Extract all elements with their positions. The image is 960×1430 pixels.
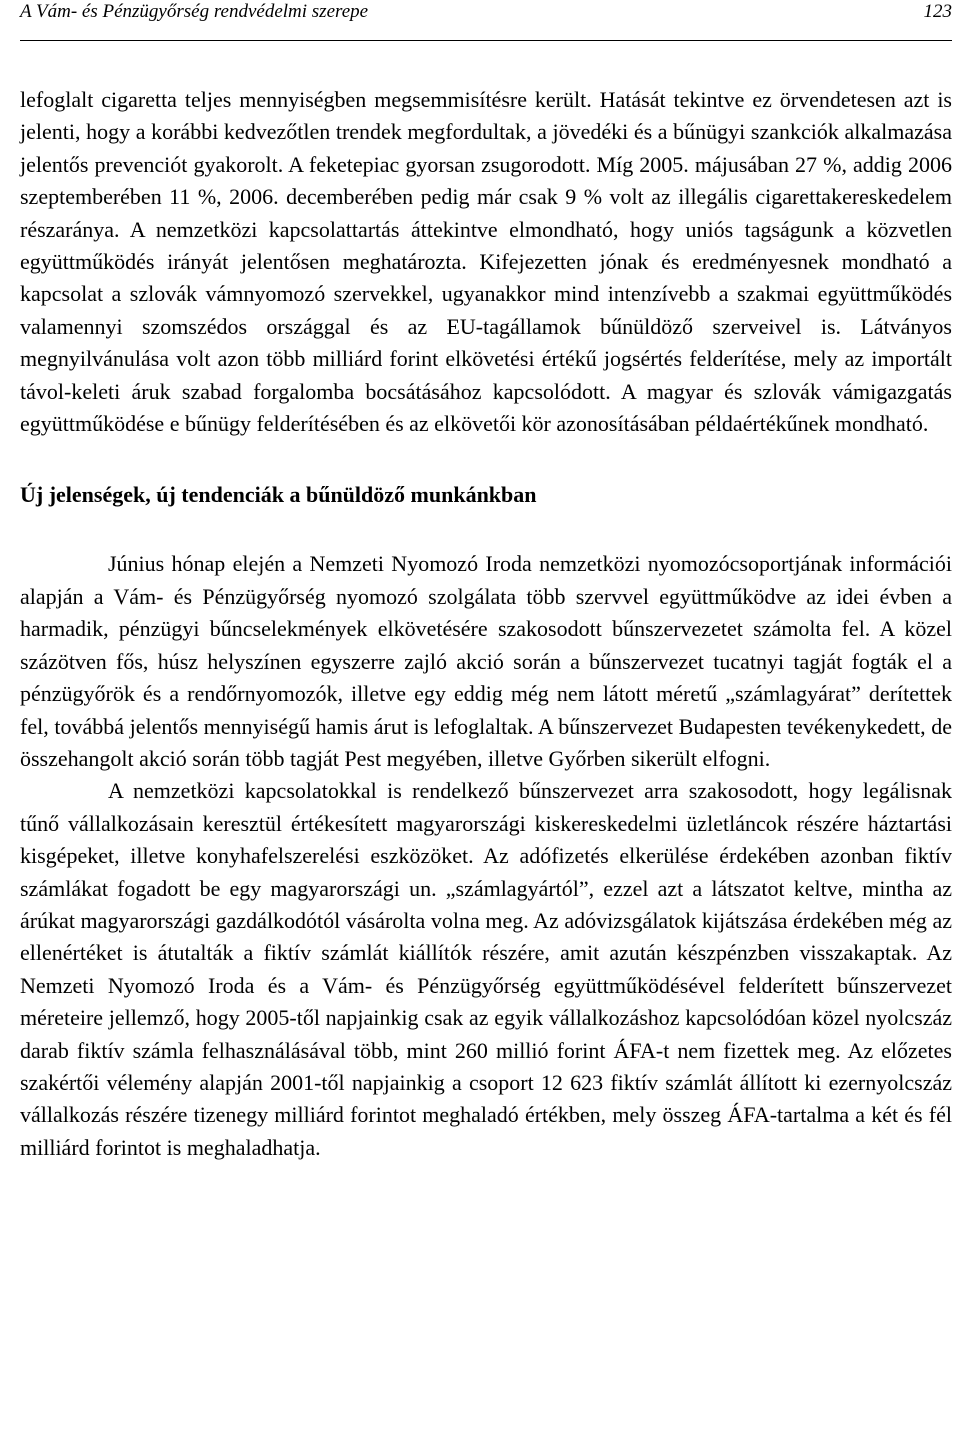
running-title: A Vám- és Pénzügyőrség rendvédelmi szerepe [20, 1, 369, 22]
section-heading [20, 479, 952, 511]
page-number: 123 [923, 1, 952, 22]
body-text [20, 84, 952, 1164]
section-heading-text: Új jelenségek, új tendenciák a bűnüldöző munkánkban [20, 482, 537, 508]
running-header [20, 0, 952, 41]
paragraph-june-raid: Június hónap elején a Nemzeti Nyomozó Iroda nemzetközi nyomozócsoportjának információi alapján a Vám- és Pénzügyőrség nyomozó szolgálata több szervvel együttműködve az idei évben a harmadik, pénzügyi bűncselekmények elkövetésére szakosodott bűnszervezetet számolta fel. A közel százötven fős, húsz helyszínen egyszerre zajló akció során a bűnszervezet tucatnyi tagját fogták el a pénzügyőrök és a rendőrnyomozók, illetve egy eddig még nem látott méretű „számlagyárat” derítettek fel, továbbá jelentős mennyiségű hamis árut is lefoglaltak. A bűnszervezet Budapesten tevékenykedett, de összehangolt akció során több tagját Pest megyében, illetve Győrben sikerült elfogni. [20, 551, 952, 771]
paragraph-criminal-organization: A nemzetközi kapcsolatokkal is rendelkező bűnszervezet arra szakosodott, hogy legálisnak tűnő vállalkozásain keresztül értékesített magyarországi kiskereskedelmi üzletláncok részére háztartási kisgépeket, illetve konyhafelszerelési eszközöket. Az adófizetés elkerülése érdekében azonban fiktív számlákat fogadott be egy magyarországi un. „számlagyártól”, ezzel azt a látszatot keltve, mintha az árúkat magyarországi gazdálkodótól vásárolta volna meg. Az adóvizsgálatok kijátszása érdekében még az ellenértéket is átutalták a fiktív számlát kiállítók részére, amit azután készpénzben visszakaptak. Az Nemzeti Nyomozó Iroda és a Vám- és Pénzügyőrség együttműködésével felderített bűnszervezet méreteire jellemző, hogy 2005-től napjainkig csak az egyik vállalkozáshoz kapcsolódóan közel nyolcszáz darab fiktív számla felhasználásával több, mint 260 millió forint ÁFA-t nem fizettek meg. Az előzetes szakértői vélemény alapján 2001-től napjainkig a csoport 12 623 fiktív számlát állított ki ezernyolcszáz vállalkozás részére tizenegy milliárd forintot meghaladó értékben, mely összeg ÁFA-tartalma a két és fél milliárd forintot is meghaladhatja. [20, 778, 952, 1160]
paragraph-continuation: lefoglalt cigaretta teljes mennyiségben megsemmisítésre került. Hatását tekintve ez örvendetesen azt is jelenti, hogy a korábbi kedvezőtlen trendek megfordultak, a jövedéki és a bűnügyi szankciók alkalmazása jelentős prevenciót gyakorolt. A feketepiac gyorsan zsugorodott. Míg 2005. májusában 27 %, addig 2006 szeptemberében 11 %, 2006. decemberében pedig már csak 9 % volt az illegális cigarettakereskedelem részaránya. A nemzetközi kapcsolattartás áttekintve elmondható, hogy uniós tagságunk a közvetlen együttműködés irányát jelentősen meghatározta. Kifejezetten jónak és eredményesnek mondható a kapcsolat a szlovák vámnyomozó szervekkel, ugyanakkor mind intenzívebb a szakmai együttműködés valamennyi szomszédos országgal és az EU-tagállamok bűnüldöző szerveivel is. Látványos megnyilvánulása volt azon több milliárd forint elkövetési értékű jogsértés felderítése, mely az importált távol-keleti áruk szabad forgalomba bocsátásához kapcsolódott. A magyar és szlovák vámigazgatás együttműködése e bűnügy felderítésében és az elkövetői kör azonosításában példaértékűnek mondható. [20, 87, 952, 437]
